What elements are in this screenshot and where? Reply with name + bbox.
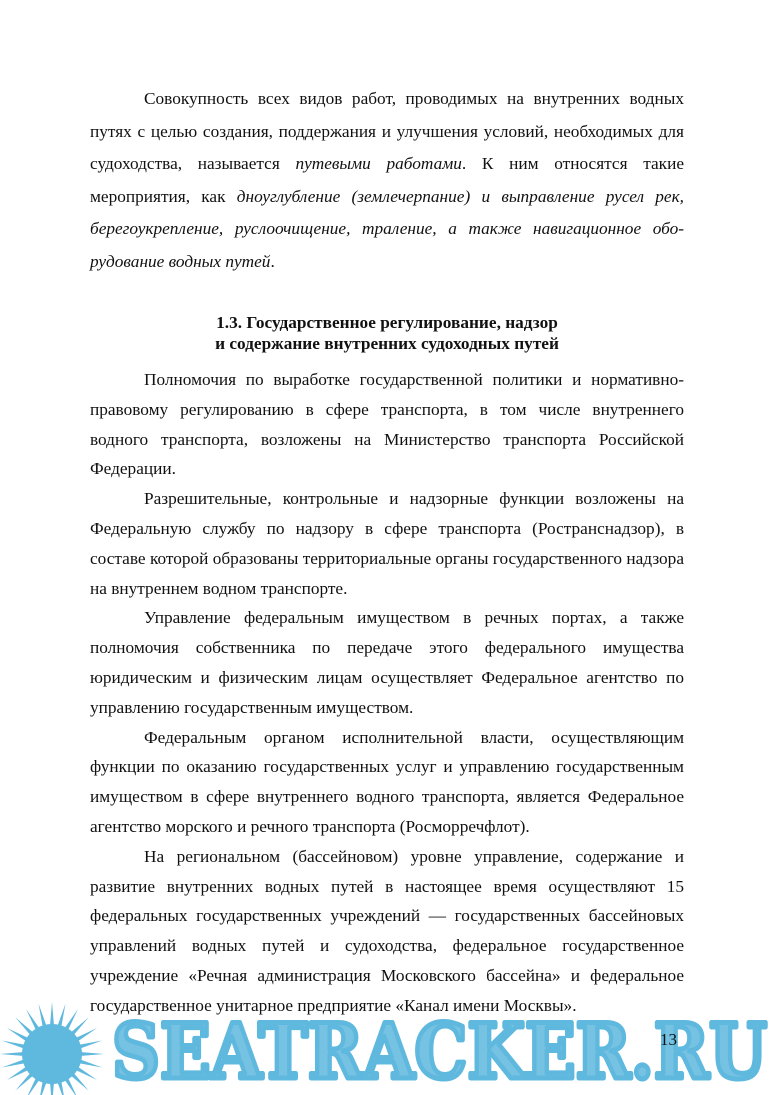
paragraph-ministry: Полномочия по выработке государственной политики и нормативно-правовому регулированию в сфере транспорта, в том числе внутреннего водного транспорта, возложены на Министерство транспорта Российской Федерации.	[90, 370, 684, 479]
sun-ray	[57, 1004, 65, 1028]
watermark-text: SEATRACKER.RU	[112, 1007, 767, 1095]
paragraph-agency: Федеральным органом исполнительной власти, осуществляющим функции по оказанию государственных услуг и управлению государственным имуществом в сфере внутреннего водного транспорта, является Федеральное агентство морского и речного транспорта (Росморречфлот).	[90, 727, 684, 836]
watermark	[0, 992, 775, 1095]
sun-ray	[78, 1041, 102, 1049]
term-emphasis: путевыми работами	[295, 154, 462, 173]
intro-paragraph: Совокупность всех видов работ, проводимых на внутренних водных путях с целью создания, поддержания и улучшения условий, необходимых для судоходства, называется путевыми работами. К ним относятся такие мероприятия, как дноуглубление (землечерпание) и выправление русел рек, берегоукрепление, руслоочищение, траление, а также навигационное оборудование водных путей.	[90, 89, 684, 271]
watermark-text-fill: SEATRACKER.RU	[112, 1007, 767, 1095]
sun-ray	[26, 1009, 40, 1031]
heading-line-1: 1.3. Государственное регулирование, надзор	[216, 313, 558, 332]
sun-ray	[50, 1002, 54, 1026]
sun-ray	[0, 1052, 24, 1056]
paragraph-regional: На региональном (бассейновом) уровне управление, содержание и развитие внутренних водных путей в настоящее время осуществляют 15 федеральных государственных учреждений — государственных бассейновых управлений водных путей и судоходства, федеральное государственное учреждение «Речная администрация Московского бассейна» и федеральное государственное унитарное предприятие «Канал имени Москвы».	[90, 846, 684, 1015]
examples-emphasis: дноуглубление (землечерпание) и выправление русел рек, берегоукрепление, руслоочищение, траление, а также навигационное оборудование водных путей	[90, 186, 684, 271]
sun-ray	[39, 1004, 47, 1028]
sun-ray	[75, 1066, 97, 1080]
sun-ray	[2, 1059, 26, 1067]
paragraph-property: Управление федеральным имуществом в речных портах, а также полномочия собственника по передаче этого федерального имущества юридическим и физическим лицам осуществляет Федеральное агентство по управлению государственным имуществом.	[90, 608, 684, 717]
heading-line-2: и содержание внутренних судоходных путей	[215, 334, 559, 353]
sun-ray	[64, 1009, 78, 1031]
page-number: 13	[660, 1030, 677, 1049]
sun-ray	[80, 1052, 104, 1056]
sun-ray	[7, 1028, 29, 1042]
sun-ray	[7, 1066, 29, 1080]
body-text	[90, 83, 684, 1021]
sunburst-icon	[0, 1002, 104, 1095]
sun-ray	[78, 1059, 102, 1067]
section-heading	[90, 312, 684, 354]
paragraph-supervision: Разрешительные, контрольные и надзорные функции возложены на Федеральную службу по надзору в сфере транспорта (Ространснадзор), в составе которой образованы территориальные органы государственного надзора на внутреннем водном транспорте.	[90, 489, 684, 598]
sun-ray	[75, 1028, 97, 1042]
sun-ray	[2, 1041, 26, 1049]
